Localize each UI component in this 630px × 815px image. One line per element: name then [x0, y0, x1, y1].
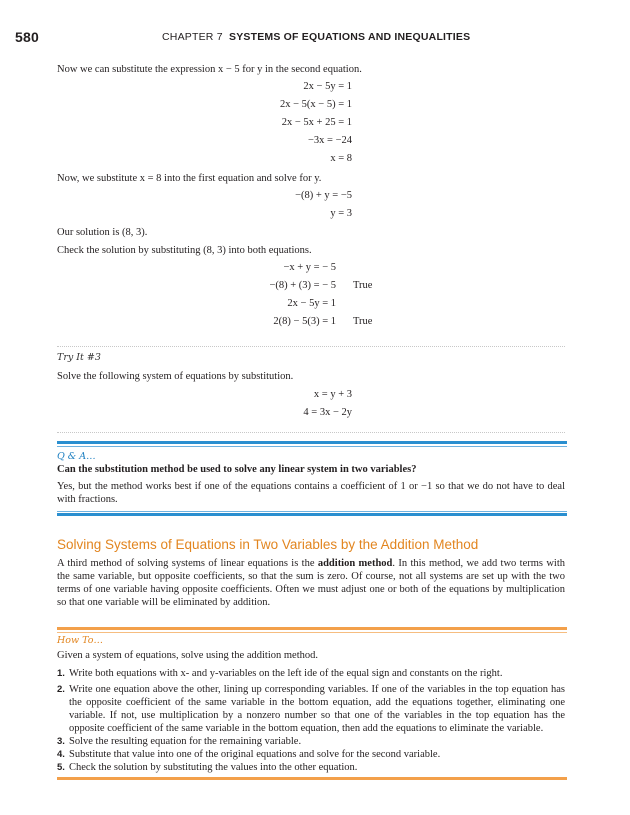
- check-equation: −x + y = − 5: [283, 262, 336, 273]
- try-it-equation: x = y + 3: [313, 389, 352, 400]
- howto-top-rule-thin: [57, 632, 567, 633]
- qa-answer: Yes, but the method works best if one of the equations contains a coefficient of 1 or −1 so that we do not have to deal with fractions.: [57, 481, 565, 505]
- try-it-divider: [57, 346, 565, 347]
- howto-bottom-rule: [57, 777, 567, 780]
- howto-step: [57, 761, 565, 774]
- step-number: 5.: [57, 762, 65, 773]
- step-text: Write one equation above the other, lining up corresponding variables. If one of the variables in the top equation has the opposite coefficient of the same variable in the bottom equation, add the equations together, eliminating one variable. If not, use multiplication by a nonzero number so that one of the variables in the top equation has the opposite coefficient of the same variable in the bottom equation, then add the equations to eliminate the variable.: [69, 684, 565, 734]
- howto-step: [57, 667, 565, 680]
- step-text: Substitute that value into one of the original equations and solve for the second variable.: [69, 749, 441, 760]
- step-number: 3.: [57, 736, 65, 747]
- running-header: [162, 31, 470, 43]
- equation-line: 2x − 5y = 1: [303, 81, 352, 92]
- qa-label: Q & A…: [57, 451, 96, 462]
- chapter-title: SYSTEMS OF EQUATIONS AND INEQUALITIES: [228, 31, 471, 43]
- check-true-label: True: [353, 316, 373, 327]
- try-it-equation: 4 = 3x − 2y: [303, 407, 352, 418]
- equation-line: 2x − 5(x − 5) = 1: [279, 99, 352, 110]
- para-text: A third method of solving systems of linear equations is the: [57, 558, 318, 569]
- solution-text: Our solution is (8, 3).: [57, 227, 148, 238]
- try-it-divider-bottom: [57, 432, 565, 433]
- try-it-label: Try It #3: [57, 352, 101, 363]
- check-equation: 2x − 5y = 1: [287, 298, 336, 309]
- howto-label: How To…: [57, 635, 103, 646]
- addition-method-paragraph: [57, 557, 565, 609]
- qa-top-rule: [57, 441, 567, 444]
- qa-bottom-rule: [57, 513, 567, 516]
- howto-top-rule: [57, 627, 567, 630]
- step-text: Write both equations with x- and y-variables on the left ide of the equal sign and constants on the right.: [69, 668, 503, 679]
- substitute-text-2: Now, we substitute x = 8 into the first equation and solve for y.: [57, 173, 322, 184]
- check-true-label: True: [353, 280, 373, 291]
- para-text: . In this method, we add two terms with the same variable, but opposite coefficients, so that the sum is zero. Of course, not all systems are set up with the two terms of one variable having opposite coefficients. Often we must adjust one or both of the equations by multiplication so that one variable will be eliminated by addition.: [57, 558, 566, 608]
- page-number: 580: [15, 29, 39, 45]
- howto-step: [57, 748, 565, 761]
- qa-bottom-rule-thin: [57, 511, 567, 512]
- equation-line: −(8) + y = −5: [295, 190, 352, 201]
- check-equation: −(8) + (3) = − 5: [269, 280, 336, 291]
- howto-step: [57, 683, 565, 735]
- section-heading: Solving Systems of Equations in Two Variables by the Addition Method: [57, 537, 479, 552]
- step-number: 2.: [57, 684, 65, 695]
- equation-line: −3x = −24: [307, 135, 352, 146]
- check-equation: 2(8) − 5(3) = 1: [273, 316, 336, 327]
- equation-line: x = 8: [330, 153, 352, 164]
- step-text: Check the solution by substituting the values into the other equation.: [69, 762, 358, 773]
- step-number: 1.: [57, 668, 65, 679]
- howto-step: [57, 735, 565, 748]
- substitute-text: Now we can substitute the expression x − 5 for y in the second equation.: [57, 64, 362, 75]
- step-number: 4.: [57, 749, 65, 760]
- step-text: Solve the resulting equation for the remaining variable.: [69, 736, 302, 747]
- qa-top-rule-thin: [57, 446, 567, 447]
- chapter-label: CHAPTER 7: [162, 31, 223, 43]
- equation-line: y = 3: [330, 208, 352, 219]
- try-it-prompt: Solve the following system of equations by substitution.: [57, 371, 294, 382]
- check-text: Check the solution by substituting (8, 3) into both equations.: [57, 245, 312, 256]
- key-term: addition method: [317, 558, 393, 569]
- qa-question: Can the substitution method be used to solve any linear system in two variables?: [57, 464, 417, 475]
- equation-line: 2x − 5x + 25 = 1: [281, 117, 352, 128]
- howto-intro: Given a system of equations, solve using the addition method.: [57, 650, 319, 661]
